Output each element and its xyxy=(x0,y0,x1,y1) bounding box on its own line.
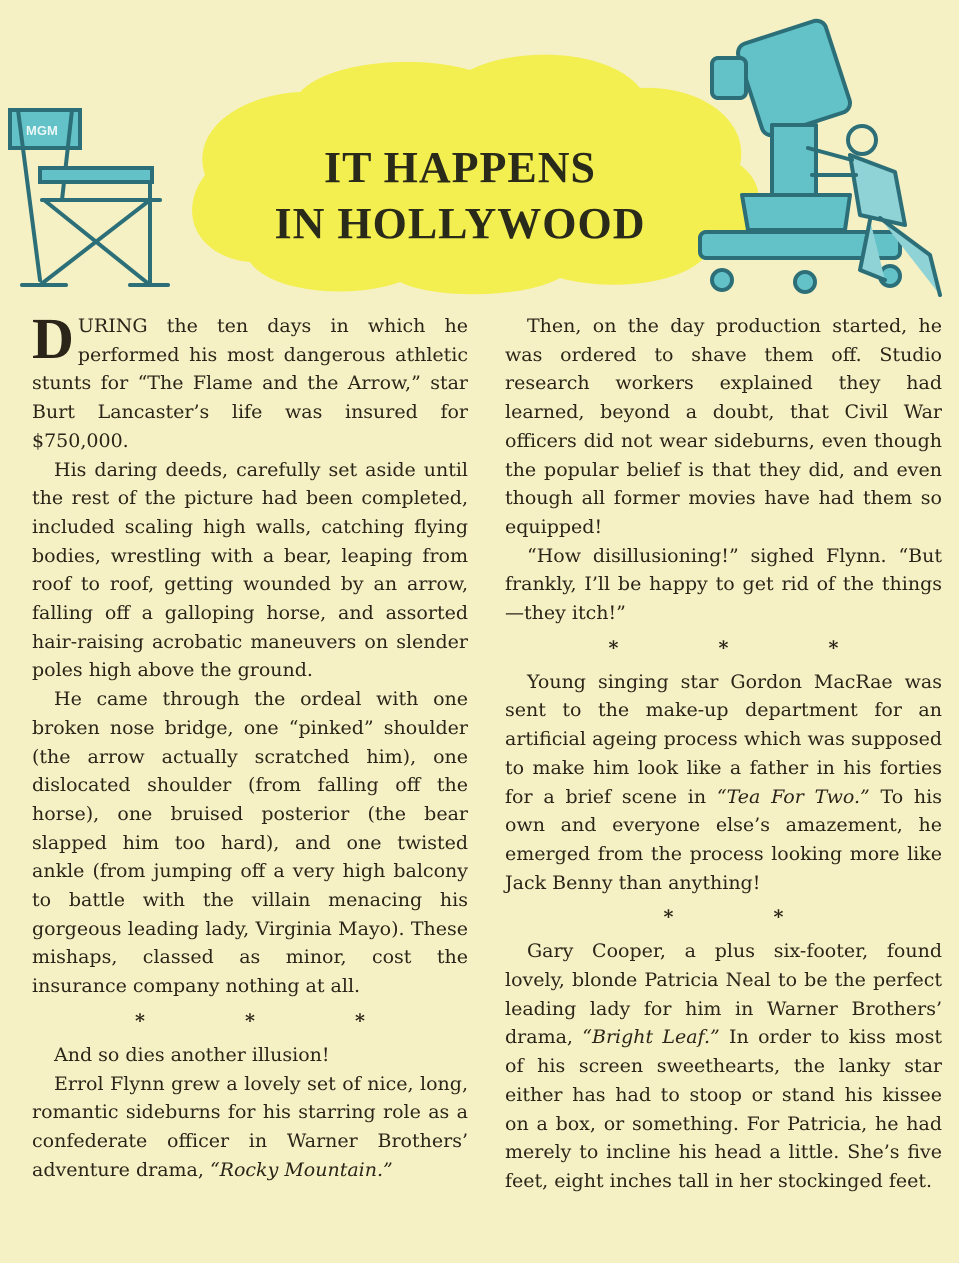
film-title: “Bright Leaf.” xyxy=(582,1026,720,1049)
title-line-2: IN HOLLYWOOD xyxy=(274,199,646,248)
divider-star: * xyxy=(773,906,784,929)
paragraph-daring-deeds: His daring deeds, carefully set aside until the rest of the picture had been completed, included scaling high walls, catching flying bodies, wrestling with a bear, leaping from roof to roof, getting wounded by an arrow, falling off a galloping horse, and assorted hair-raising acrobatic maneuvers on slender poles high above the ground. xyxy=(32,458,468,682)
paragraph-text: Gary Cooper, a plus six-footer, found lovely, blonde Patricia Neal to be the perfect leading lady for him in Warner Brothers’ drama, xyxy=(505,940,942,1049)
paragraph-text: To his own and everyone else’s amazement, he emerged from the process looking more like Jack Benny than anything! xyxy=(505,785,942,894)
paragraph-macrae xyxy=(505,668,942,898)
paragraph-flynn-quote: “How disillusioning!” sighed Flynn. “But frankly, I’ll be happy to get rid of the things—they itch!” xyxy=(505,544,942,625)
paragraph-ordeal: He came through the ordeal with one broken nose bridge, one “pinked” shoulder (the arrow actually scratched him), one dislocated shoulder (from falling off the horse), one bruised posterior (the bear slapped him too hard), and one twisted ankle (from jumping off a very high balcony to battle with the villain menacing his gorgeous leading lady, Virginia Mayo). These mishaps, classed as minor, cost the insurance company nothing at all. xyxy=(32,688,468,998)
paragraph-text: Young singing star Gordon MacRae was sent to the make-up department for an artificial ageing process which was supposed to make him look like a father in his forties for a brief scene in xyxy=(505,670,942,808)
title-line-1: IT HAPPENS xyxy=(323,143,597,192)
section-divider xyxy=(32,1007,468,1035)
article-header xyxy=(0,0,959,305)
right-column xyxy=(505,312,942,1196)
divider-star: * xyxy=(718,636,729,659)
paragraph-text: In order to kiss most of his screen sweethearts, the lanky star either has had to stoop or stand his kissee on a box, or something. For Patricia, he had merely to incline his head a little. She’s five feet, eight inches tall in her stockinged feet. xyxy=(505,1026,942,1192)
paragraph-shave-order: Then, on the day production started, he was ordered to shave them off. Studio research workers explained they had learned, beyond a doubt, that Civil War officers did not wear sideburns, even though the popular belief is that they did, and even though all former movies have had them so equipped! xyxy=(505,315,942,538)
paragraph-text: the ten days in which he performed his most dangerous athletic stunts for “The Flame and the Arrow,” star Burt Lancaster’s life was insured for $750,000. xyxy=(32,315,468,452)
film-title: “Rocky Mountain.” xyxy=(209,1158,393,1181)
divider-star: * xyxy=(245,1009,255,1032)
paragraph-lancaster-intro xyxy=(32,306,468,456)
paragraph-illusion: And so dies another illusion! xyxy=(54,1043,330,1066)
paragraph-flynn-sideburns xyxy=(32,1070,468,1185)
divider-star: * xyxy=(828,636,839,659)
divider-star: * xyxy=(608,636,619,659)
section-divider xyxy=(505,634,942,662)
film-title: “Tea For Two.” xyxy=(716,785,870,808)
divider-star: * xyxy=(135,1009,145,1032)
page-title xyxy=(250,140,670,252)
divider-star: * xyxy=(355,1009,365,1032)
small-caps-lead: URING xyxy=(77,315,148,337)
chair-label: MGM xyxy=(26,123,58,138)
paragraph-text: Errol Flynn grew a lovely set of nice, long, romantic sideburns for his starring role as a confederate officer in Warner Brothers’ adventure drama, xyxy=(32,1072,468,1181)
left-column xyxy=(32,306,468,1184)
drop-cap: D xyxy=(32,306,74,371)
divider-star: * xyxy=(663,906,674,929)
section-divider xyxy=(505,903,942,931)
paragraph-cooper xyxy=(505,937,942,1195)
